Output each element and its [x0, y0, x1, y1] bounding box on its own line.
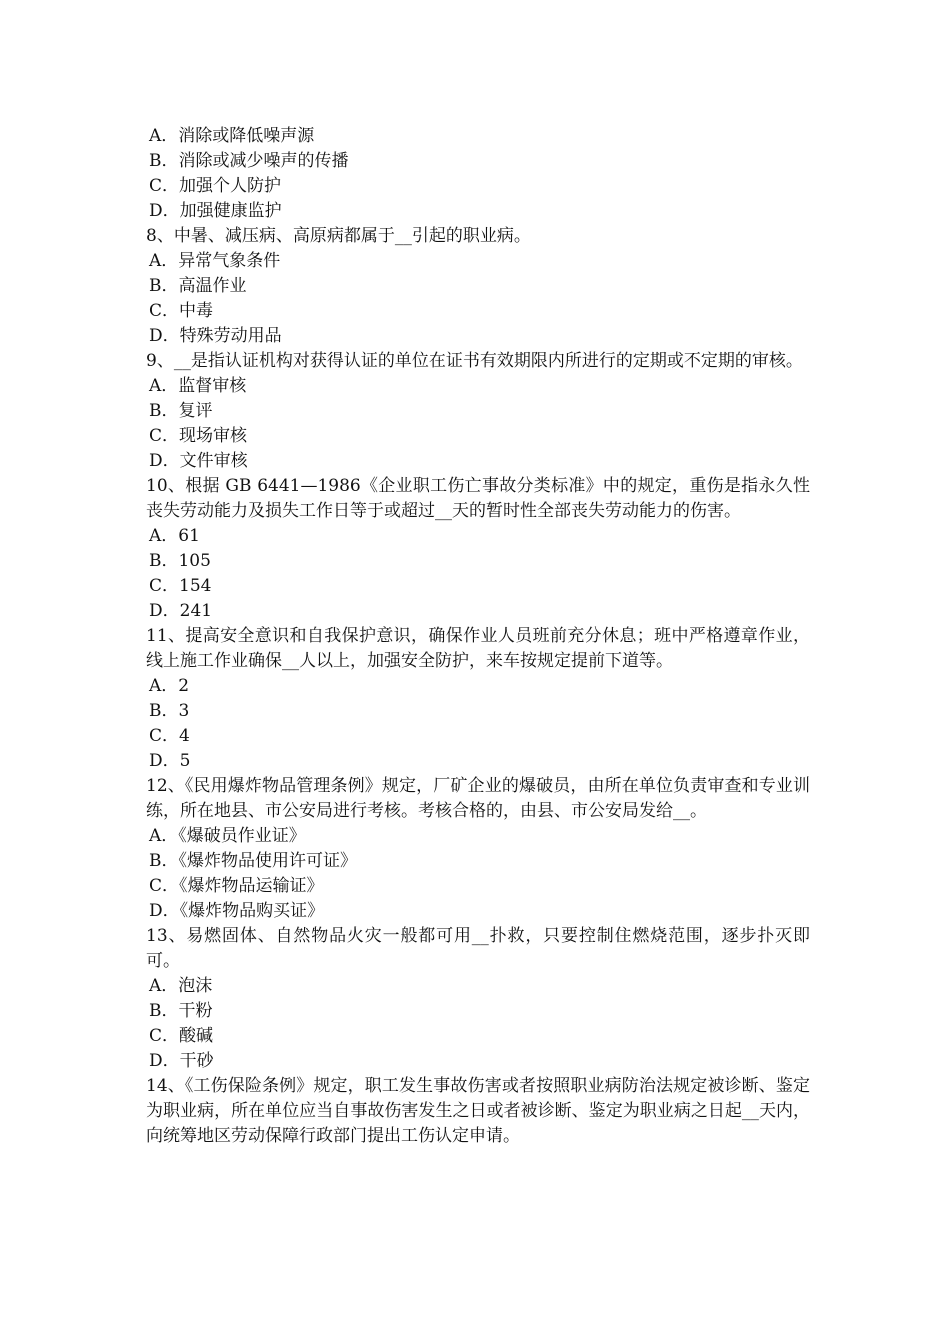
answer-option: D．干砂	[149, 1051, 214, 1071]
answer-option: D．特殊劳动用品	[149, 326, 282, 346]
question-text: 8、中暑、减压病、高原病都属于__引起的职业病。	[146, 226, 531, 246]
answer-option: D．5	[149, 751, 191, 771]
question-text: 13、易燃固体、自然物品火灾一般都可用__扑救，只要控制住燃烧范围，逐步扑灭即可。	[146, 926, 810, 971]
answer-option: A．消除或降低噪声源	[149, 126, 315, 146]
answer-option: B．3	[149, 701, 190, 721]
question-text: 11、提高安全意识和自我保护意识，确保作业人员班前充分休息；班中严格遵章作业，线上施工作业确保__人以上，加强安全防护，来车按规定提前下道等。	[146, 626, 810, 671]
answer-option: A．泡沫	[149, 976, 213, 996]
answer-option: C．中毒	[149, 301, 214, 321]
answer-option: D．文件审核	[149, 451, 248, 471]
answer-option: B．高温作业	[149, 276, 247, 296]
question-text: 9、__是指认证机构对获得认证的单位在证书有效期限内所进行的定期或不定期的审核。	[146, 351, 803, 371]
answer-option: C．154	[149, 576, 212, 596]
answer-option: B．干粉	[149, 1001, 213, 1021]
answer-option: C．加强个人防护	[149, 176, 282, 196]
document-body	[146, 124, 810, 1149]
question-text: 10、根据 GB 6441—1986《企业职工伤亡事故分类标准》中的规定，重伤是指永久性丧失劳动能力及损失工作日等于或超过__天的暂时性全部丧失劳动能力的伤害。	[146, 476, 810, 521]
answer-option: C．酸碱	[149, 1026, 214, 1046]
answer-option: A．异常气象条件	[149, 251, 281, 271]
answer-option: A．2	[149, 676, 190, 696]
question-text: 14、《工伤保险条例》规定，职工发生事故伤害或者按照职业病防治法规定被诊断、鉴定为职业病，所在单位应当自事故伤害发生之日或者被诊断、鉴定为职业病之日起__天内，向统筹地区劳动保障行政部门提出工伤认定申请。	[146, 1076, 810, 1146]
answer-option: A．61	[149, 526, 200, 546]
answer-option: D．241	[149, 601, 213, 621]
answer-option: B．105	[149, 551, 211, 571]
answer-option: C．4	[149, 726, 190, 746]
answer-option: D．《爆炸物品购买证》	[149, 901, 325, 921]
answer-option: B．复评	[149, 401, 213, 421]
answer-option: C．现场审核	[149, 426, 248, 446]
answer-option: B．消除或减少噪声的传播	[149, 151, 349, 171]
answer-option: B．《爆炸物品使用许可证》	[149, 851, 357, 871]
answer-option: A．监督审核	[149, 376, 247, 396]
question-text: 12、《民用爆炸物品管理条例》规定，厂矿企业的爆破员，由所在单位负责审查和专业训练，所在地县、市公安局进行考核。考核合格的，由县、市公安局发给__。	[146, 776, 810, 821]
answer-option: C．《爆炸物品运输证》	[149, 876, 324, 896]
answer-option: D．加强健康监护	[149, 201, 282, 221]
answer-option: A．《爆破员作业证》	[149, 826, 306, 846]
